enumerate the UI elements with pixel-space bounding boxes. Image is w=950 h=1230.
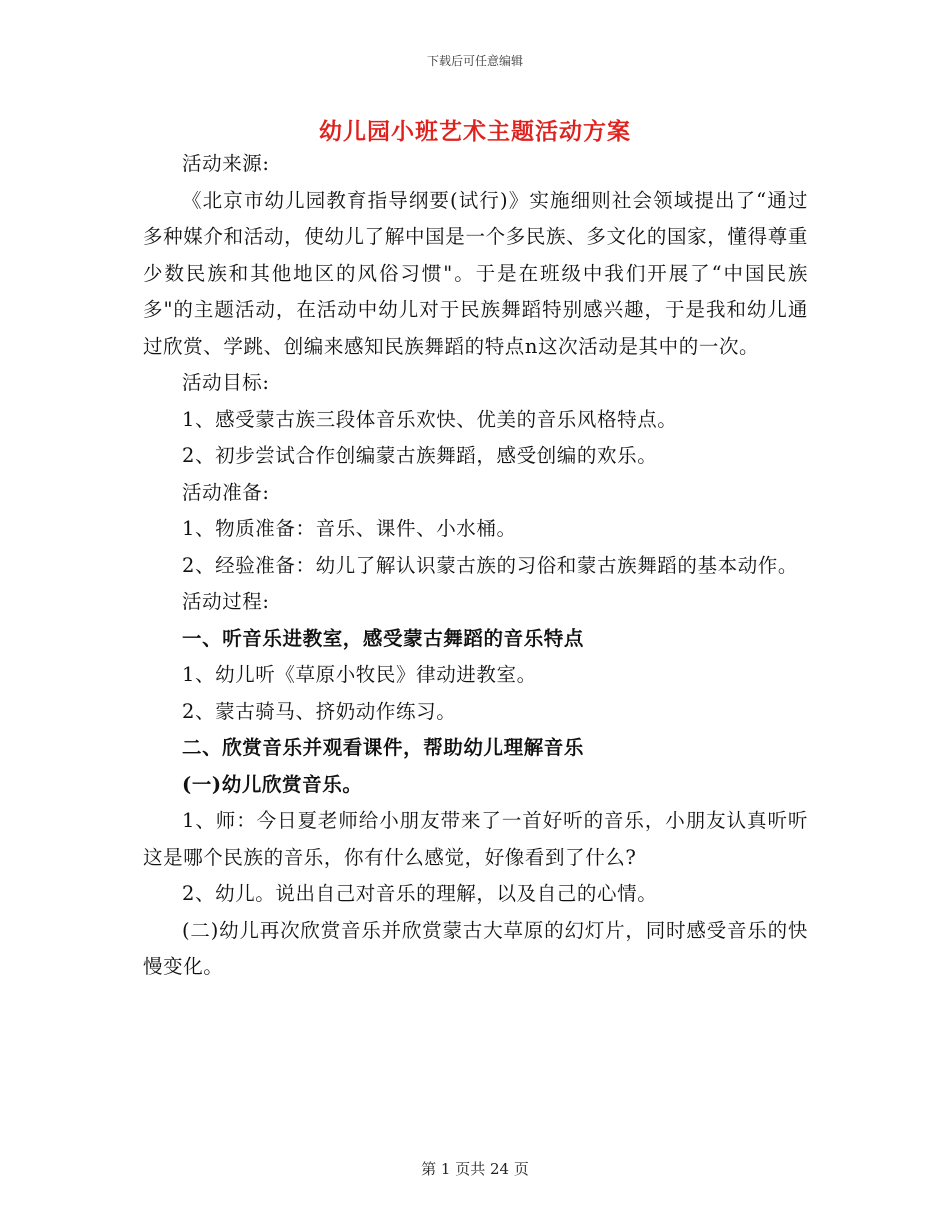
document-body <box>143 146 808 986</box>
preparation-item: 1、物质准备：音乐、课件、小水桶。 <box>182 517 517 540</box>
paragraph-source: 《北京市幼儿园教育指导纲要(试行)》实施细则社会领域提出了“通过多种媒介和活动，使幼儿了解中国是一个多民族、多文化的国家，懂得尊重少数民族和其他地区的风俗习惯"。于是在班级中我们开展了“中国民族多"的主题活动，在活动中幼儿对于民族舞蹈特别感兴趣，于是我和幼儿通过欣赏、学跳、创编来感知民族舞蹈的特点n这次活动是其中的一次。 <box>143 188 808 358</box>
section-heading-preparation: 活动准备: <box>182 480 270 504</box>
goal-item: 2、初步尝试合作创编蒙古族舞蹈，感受创编的欢乐。 <box>182 444 658 467</box>
document-title: 幼儿园小班艺术主题活动方案 <box>319 118 631 145</box>
header-note: 下载后可任意编辑 <box>426 54 523 68</box>
goal-item: 1、感受蒙古族三段体音乐欢快、优美的音乐风格特点。 <box>182 407 678 431</box>
process-step-heading: 一、听音乐进教室，感受蒙古舞蹈的音乐特点 <box>182 626 585 650</box>
process-item: 1、师：今日夏老师给小朋友带来了一首好听的音乐，小朋友认真听听这是哪个民族的音乐，你有什么感觉，好像看到了什么? <box>143 809 808 869</box>
page-footer: 第 1 页共 24 页 <box>421 1160 529 1178</box>
preparation-item: 2、经验准备：幼儿了解认识蒙古族的习俗和蒙古族舞蹈的基本动作。 <box>182 553 799 577</box>
process-item: (二)幼儿再次欣赏音乐并欣赏蒙古大草原的幻灯片，同时感受音乐的快慢变化。 <box>143 918 808 978</box>
process-substep-heading: (一)幼儿欣赏音乐。 <box>182 772 363 796</box>
process-item: 2、蒙古骑马、挤奶动作练习。 <box>182 699 457 723</box>
section-heading-goals: 活动目标: <box>182 371 270 394</box>
process-item: 2、幼儿。说出自己对音乐的理解，以及自己的心情。 <box>182 882 658 905</box>
process-step-heading: 二、欣赏音乐并观看课件，帮助幼儿理解音乐 <box>182 736 585 759</box>
section-heading-source: 活动来源: <box>182 152 270 175</box>
section-heading-process: 活动过程: <box>182 590 270 613</box>
process-item: 1、幼儿听《草原小牧民》律动进教室。 <box>182 663 537 686</box>
